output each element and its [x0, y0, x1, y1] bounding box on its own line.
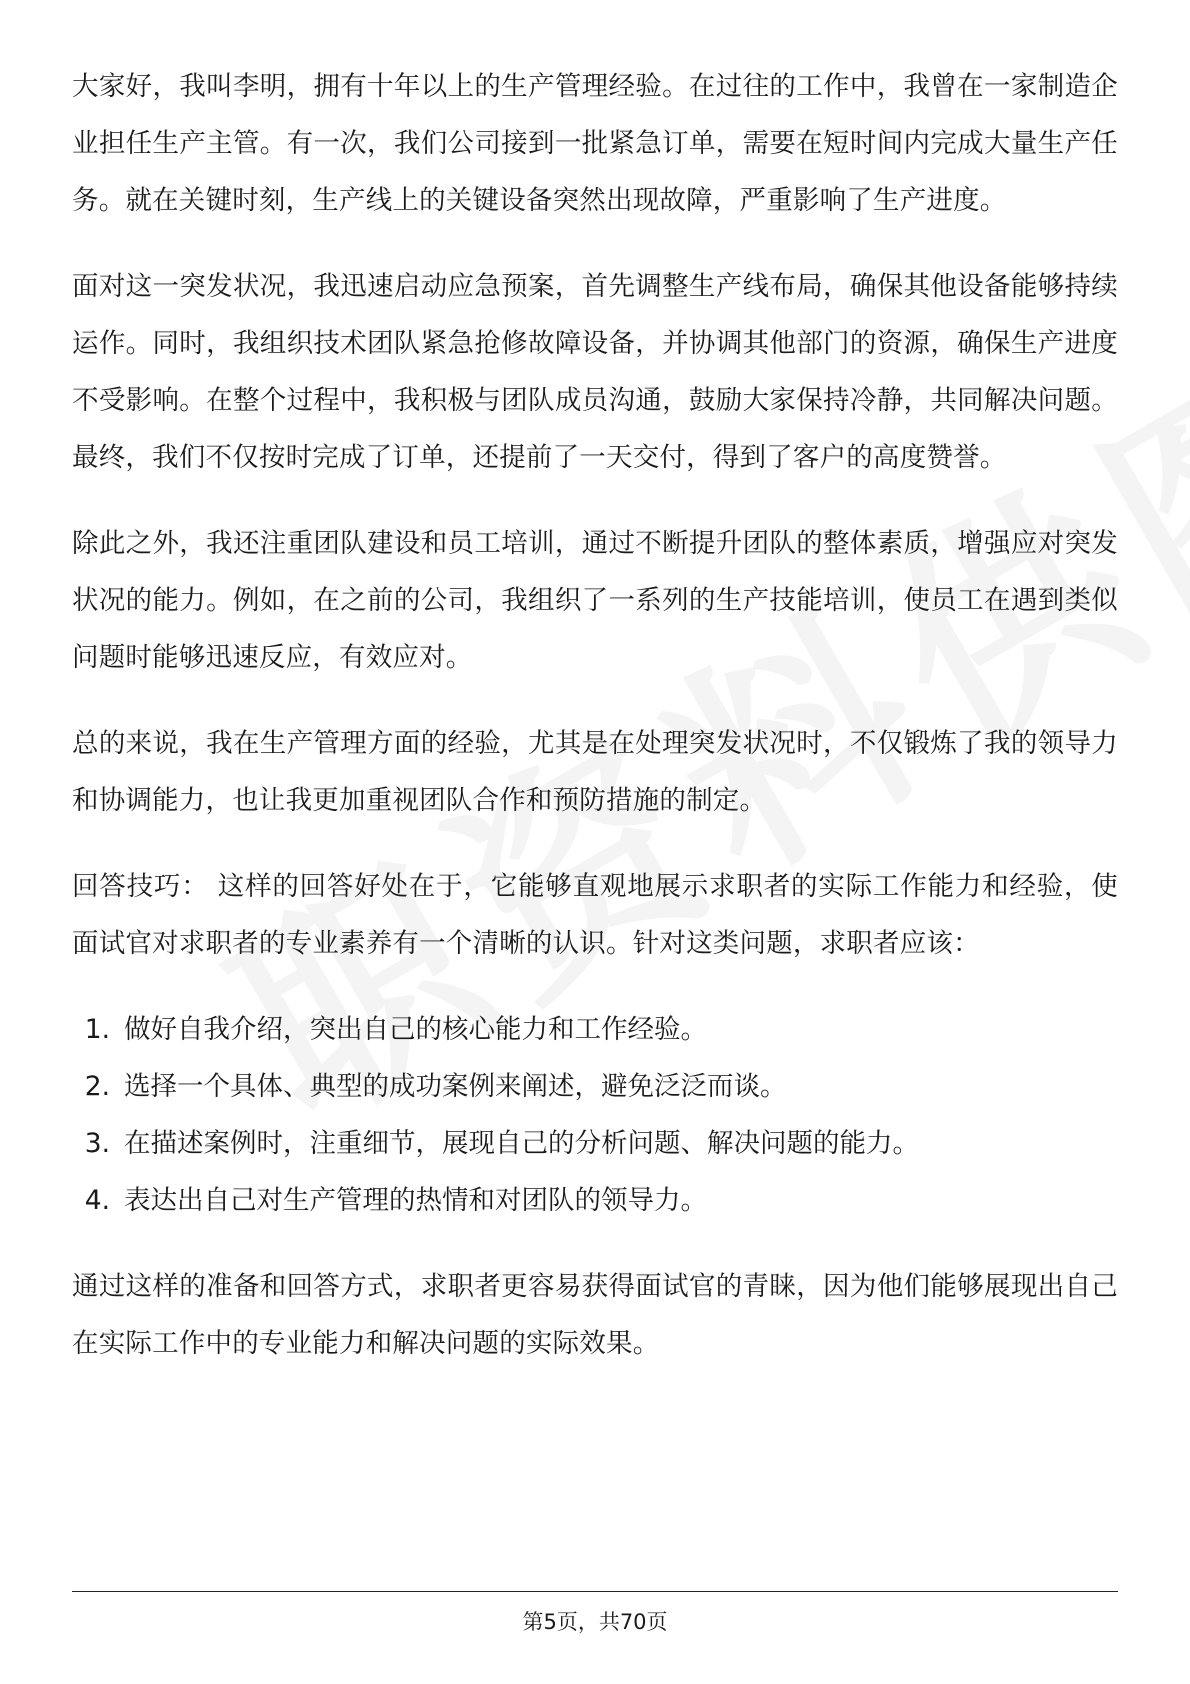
list-item-number: 3. — [84, 1128, 110, 1159]
list-item — [72, 1172, 1118, 1229]
paragraph-tips: 回答技巧： 这样的回答好处在于，它能够直观地展示求职者的实际工作能力和经验，使面试官对求职者的专业素养有一个清晰的认识。针对这类问题，求职者应该： — [72, 871, 1118, 959]
list-item-number: 1. — [84, 1014, 110, 1045]
document-body — [72, 58, 1118, 1401]
paragraph-training: 除此之外，我还注重团队建设和员工培训，通过不断提升团队的整体素质，增强应对突发状况的能力。例如，在之前的公司，我组织了一系列的生产技能培训，使员工在遇到类似问题时能够迅速反应，有效应对。 — [72, 528, 1118, 673]
paragraph-closing: 通过这样的准备和回答方式，求职者更容易获得面试官的青睐，因为他们能够展现出自己在实际工作中的专业能力和解决问题的实际效果。 — [72, 1271, 1118, 1359]
list-item-text: 选择一个具体、典型的成功案例来阐述，避免泛泛而谈。 — [124, 1071, 787, 1102]
list-item-number: 2. — [84, 1071, 110, 1102]
list-item-number: 4. — [84, 1185, 110, 1216]
tips-list — [72, 1001, 1118, 1229]
list-item — [72, 1001, 1118, 1058]
list-item-text: 表达出自己对生产管理的热情和对团队的领导力。 — [124, 1185, 707, 1216]
page-number: 第5页，共70页 — [522, 1610, 668, 1634]
paragraph-response: 面对这一突发状况，我迅速启动应急预案，首先调整生产线布局，确保其他设备能够持续运作。同时，我组织技术团队紧急抢修故障设备，并协调其他部门的资源，确保生产进度不受影响。在整个过程中，我积极与团队成员沟通，鼓励大家保持冷静，共同解决问题。最终，我们不仅按时完成了订单，还提前了一天交付，得到了客户的高度赞誉。 — [72, 271, 1118, 473]
paragraph-intro: 大家好，我叫李明，拥有十年以上的生产管理经验。在过往的工作中，我曾在一家制造企业担任生产主管。有一次，我们公司接到一批紧急订单，需要在短时间内完成大量生产任务。就在关键时刻，生产线上的关键设备突然出现故障，严重影响了生产进度。 — [72, 71, 1118, 216]
list-item-text: 在描述案例时，注重细节，展现自己的分析问题、解决问题的能力。 — [124, 1128, 919, 1159]
list-item — [72, 1058, 1118, 1115]
footer-divider — [72, 1591, 1118, 1592]
paragraph-summary: 总的来说，我在生产管理方面的经验，尤其是在处理突发状况时，不仅锻炼了我的领导力和协调能力，也让我更加重视团队合作和预防措施的制定。 — [72, 728, 1118, 816]
list-item — [72, 1115, 1118, 1172]
list-item-text: 做好自我介绍，突出自己的核心能力和工作经验。 — [124, 1014, 707, 1045]
